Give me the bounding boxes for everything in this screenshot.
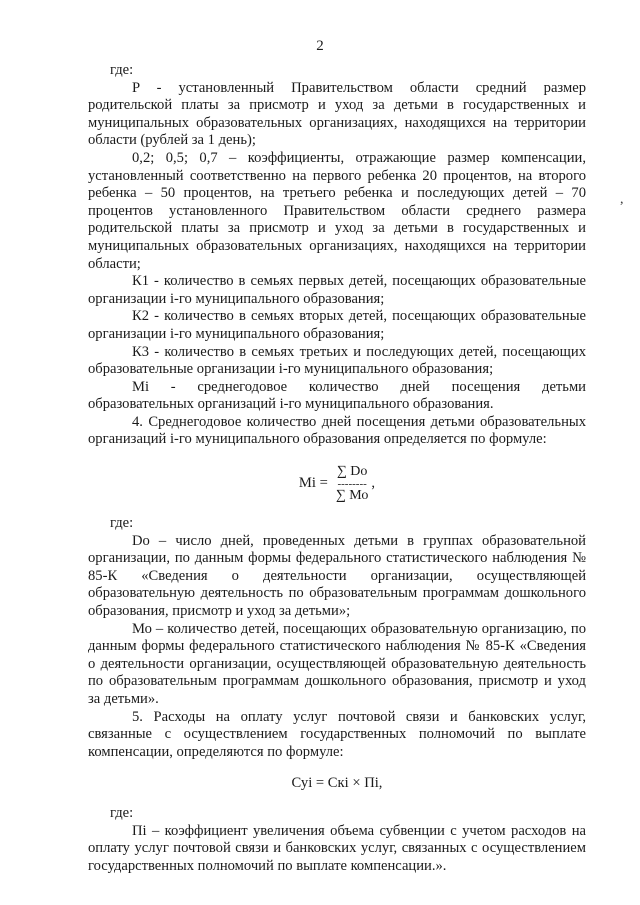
definition-k3: К3 - количество в семьях третьих и последующих детей, посещающих образовательные организации i-го муниципального образования; <box>88 343 586 378</box>
document-body <box>88 62 586 875</box>
definition-mo: Мо – количество детей, посещающих образовательную организацию, по данным формы федерального статистического наблюдения № 85-К «Сведения о деятельности организации, осуществляющей образовательную деятельность по образовательным программам дошкольного образования, присмотр и уход за детьми». <box>88 620 586 707</box>
definition-p: P - установленный Правительством области средний размер родительской платы за присмотр и уход за детьми в государственных и муниципальных образовательных организациях, находящихся на территории области (рублей за 1 день); <box>88 79 586 149</box>
definition-k2: К2 - количество в семьях вторых детей, посещающих образовательные организации i-го муниципального образования; <box>88 308 586 342</box>
definition-do: Dо – число дней, проведенных детьми в группах образовательной организации, по данным формы федерального статистического наблюдения № 85-К «Сведения о деятельности организации, осуществляющей образовательную деятельность по образовательным программам дошкольного образования, присмотр и уход за детьми»; <box>88 532 586 620</box>
formula-cy: Суi = Скi × Пi, <box>291 775 383 792</box>
formula-mi-bar: -------- <box>337 478 367 491</box>
where-label: где: <box>110 62 134 78</box>
formula-mi-numerator: ∑ Dо <box>336 464 368 480</box>
formula-mi-lhs: Мi = <box>298 475 328 492</box>
where-label: где: <box>110 804 134 821</box>
definition-pi: Пi – коэффициент увеличения объема субвенции с учетом расходов на оплату услуг почтовой связи и банковских услуг, связанных с осуществлением государственных полномочий по выплате компенсации.». <box>88 822 586 874</box>
definition-k1: К1 - количество в семьях первых детей, посещающих образовательные организации i-го муниципального образования; <box>88 273 586 307</box>
page-number: 2 <box>316 38 324 54</box>
item-5: 5. Расходы на оплату услуг почтовой связи и банковских услуг, связанные с осуществлением государственных полномочий по выплате компенсации, определяются по формуле: <box>88 708 586 760</box>
formula-mi-fraction <box>336 464 369 504</box>
formula-mi-tail: , <box>371 475 376 492</box>
formula-mi <box>88 459 586 509</box>
where-label: где: <box>110 515 134 532</box>
margin-mark: , <box>620 192 624 207</box>
definition-coefficients: 0,2; 0,5; 0,7 – коэффициенты, отражающие размер компенсации, установленный соответственно на первого ребенка 20 процентов, на второго ребенка – 50 процентов, на третьего ребенка и последующих детей – 70 процентов установленного Правительством области среднего размера родительской платы за присмотр и уход за детьми в государственных и муниципальных образовательных организациях, находящихся на территории области; <box>88 149 586 272</box>
definition-mi: Мi - среднегодовое количество дней посещения детьми образовательных организаций i-го муниципального образования. <box>88 378 586 413</box>
formula-mi-denominator: ∑ Мо <box>335 488 369 504</box>
item-4: 4. Среднегодовое количество дней посещения детьми образовательных организаций i-го муниципального образования определяется по формуле: <box>88 413 586 448</box>
